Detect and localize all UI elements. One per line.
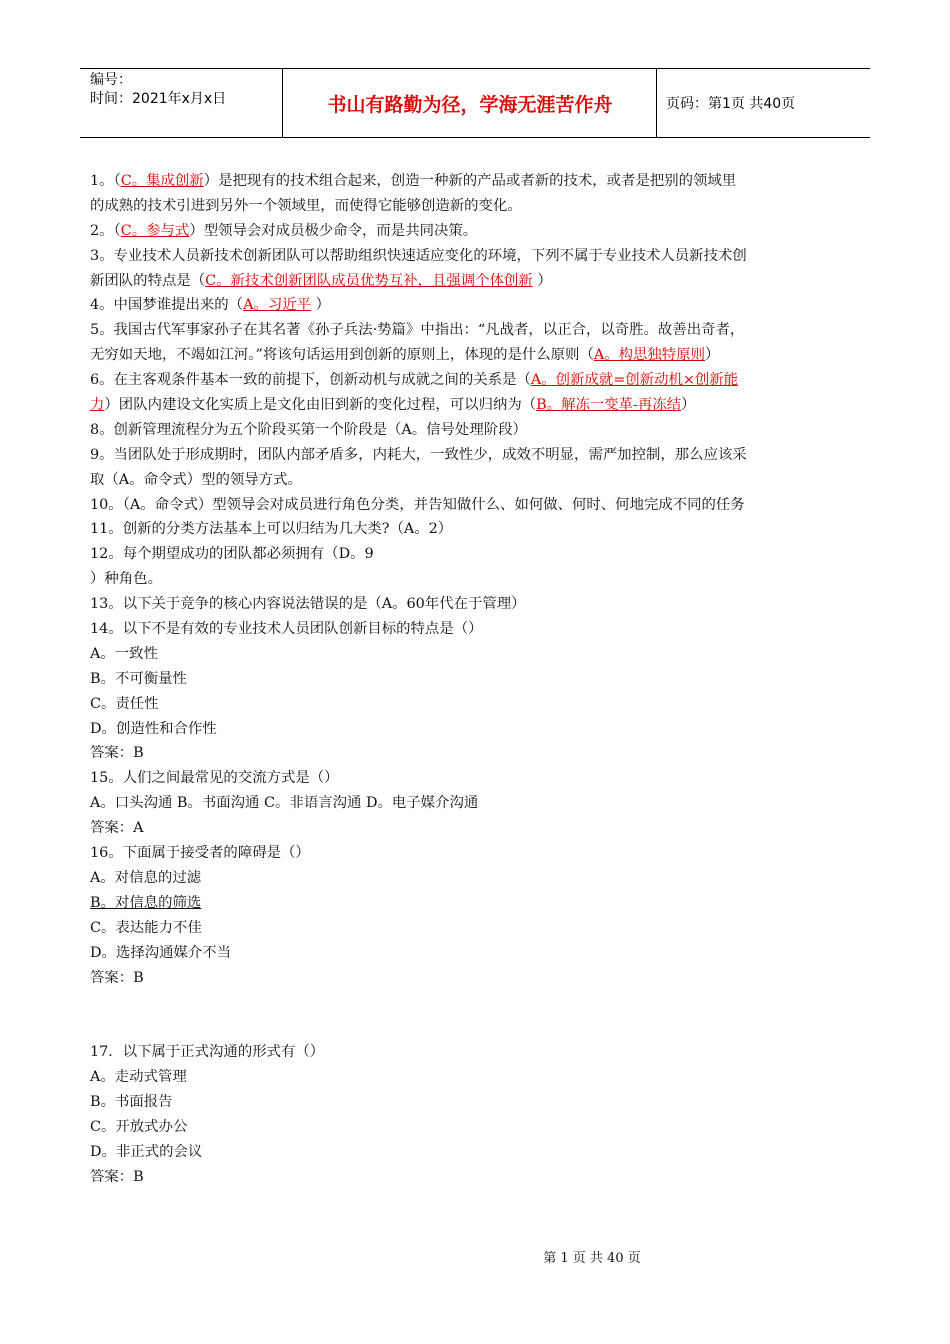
option: C。责任性 <box>90 695 159 712</box>
option: D。选择沟通媒介不当 <box>90 944 232 961</box>
option: D。非正式的会议 <box>90 1143 203 1160</box>
question-17: 17．以下属于正式沟通的形式有（） <box>90 1044 325 1061</box>
question-10: 10。（A。命令式）型领导会对成员进行角色分类，并告知做什么、如何做、何时、何地完成不同的任务 <box>90 496 745 513</box>
option <box>90 891 862 916</box>
option: A。对信息的过滤 <box>90 869 202 886</box>
document-header <box>80 68 870 138</box>
number-label: 编号： <box>90 72 132 88</box>
question-5: 5。我国古代军事家孙子在其名著《孙子兵法·势篇》中指出：“凡战者，以正合，以奇胜。故善出奇者， <box>90 322 745 339</box>
question-6-cont: 力）团队内建设文化实质上是文化由旧到新的变化过程，可以归纳为（B。解冻一变革-再冻结） <box>90 397 696 414</box>
answer-highlight: A。习近平 <box>243 297 312 314</box>
question-15: 15。人们之间最常见的交流方式是（） <box>90 770 339 787</box>
option: A。口头沟通 B。书面沟通 C。非语言沟通 D。电子媒介沟通 <box>90 795 479 812</box>
footer-page-number: 第 1 页 共 40 页 <box>543 1251 641 1266</box>
time-label: 时间：2021年x月x日 <box>90 91 227 107</box>
option: C。开放式办公 <box>90 1118 188 1135</box>
question-2: 2。（C。参与式）型领导会对成员极少命令，而是共同决策。 <box>90 222 478 239</box>
option: C。表达能力不佳 <box>90 919 202 936</box>
answer-highlight: C。新技术创新团队成员优势互补，且强调个体创新 <box>205 272 533 289</box>
question-9-cont: 取（A。命令式）型的领导方式。 <box>90 471 302 488</box>
underlined-option: B。对信息的筛选 <box>90 894 202 911</box>
question-5-cont: 无穷如天地，不竭如江河。”将该句话运用到创新的原则上，体现的是什么原则（A。构思独特原则） <box>90 347 720 364</box>
question-16: 16。下面属于接受者的障碍是（） <box>90 845 310 862</box>
header-meta <box>90 71 226 109</box>
answer-highlight: B。解冻一变革-再冻结 <box>536 397 682 414</box>
question-12: 12。每个期望成功的团队都必须拥有（D。9 <box>90 546 374 563</box>
option: A。一致性 <box>90 645 158 662</box>
document-body <box>90 169 862 1190</box>
question-1-cont: 的成熟的技术引进到另外一个领域里，而使得它能够创造新的变化。 <box>90 197 522 214</box>
answer-highlight: A。构思独特原则 <box>593 347 705 364</box>
question-14: 14。以下不是有效的专业技术人员团队创新目标的特点是（） <box>90 621 483 638</box>
answer: 答案：B <box>90 1168 144 1185</box>
option: D。创造性和合作性 <box>90 720 217 737</box>
question-3: 3。专业技术人员新技术创新团队可以帮助组织快速适应变化的环境，下列不属于专业技术人员新技术创 <box>90 247 747 264</box>
question-4: 4。中国梦谁提出来的（A。习近平 ） <box>90 297 331 314</box>
answer-highlight: C。参与式 <box>120 222 190 239</box>
answer-highlight: C。集成创新 <box>120 173 204 189</box>
answer-highlight: 力 <box>90 397 105 414</box>
header-motto: 书山有路勤为径，学海无涯苦作舟 <box>327 93 613 116</box>
question-6: 6。在主客观条件基本一致的前提下，创新动机与成就之间的关系是（A。创新成就=创新动机×创新能 <box>90 372 739 389</box>
option: B。书面报告 <box>90 1093 173 1110</box>
spacer <box>90 990 862 1040</box>
page-footer <box>0 1247 950 1266</box>
question-8: 8。创新管理流程分为五个阶段买第一个阶段是（A。信号处理阶段） <box>90 421 527 438</box>
answer-highlight: A。创新成就=创新动机×创新能 <box>530 372 739 389</box>
question-1: 1。（C。集成创新）是把现有的技术组合起来，创造一种新的产品或者新的技术，或者是把别的领域里 <box>90 173 737 189</box>
option: B。不可衡量性 <box>90 670 187 687</box>
question-13: 13。以下关于竞争的核心内容说法错误的是（A。60年代在于管理） <box>90 596 526 613</box>
question-9: 9。当团队处于形成期时，团队内部矛盾多，内耗大，一致性少，成效不明显，需严加控制，那么应该采 <box>90 446 747 463</box>
answer: 答案：B <box>90 969 144 986</box>
page-label: 页码：第1页 共40页 <box>666 96 796 112</box>
option: A。走动式管理 <box>90 1069 187 1086</box>
question-3-cont: 新团队的特点是（C。新技术创新团队成员优势互补，且强调个体创新 ） <box>90 272 552 289</box>
answer: 答案：A <box>90 820 144 837</box>
question-11: 11。创新的分类方法基本上可以归结为几大类?（A。2） <box>90 521 453 538</box>
question-12-cont: ）种角色。 <box>90 571 162 588</box>
answer: 答案：B <box>90 745 144 762</box>
